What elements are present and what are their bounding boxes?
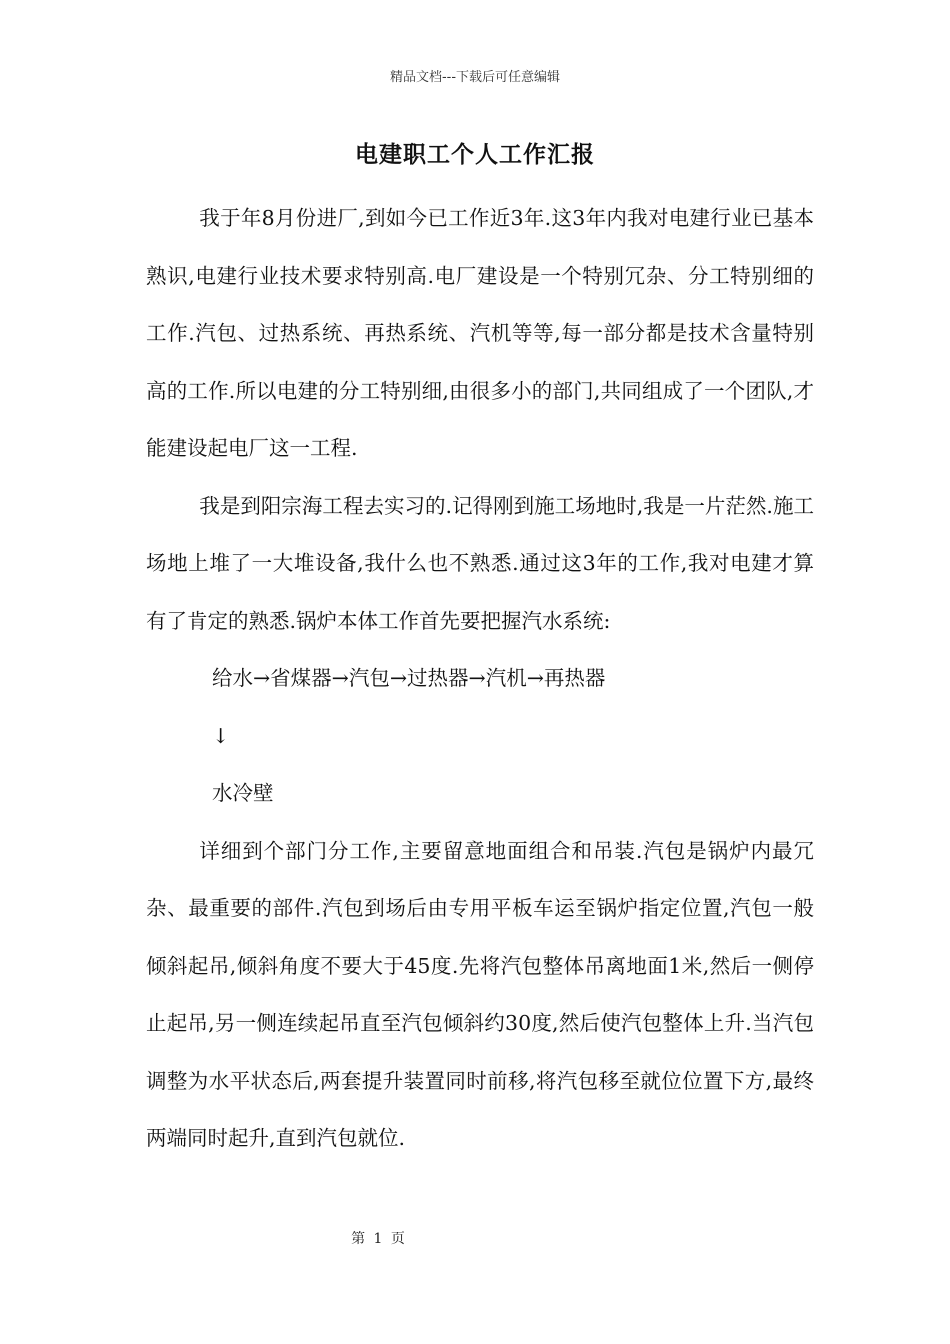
steam-water-flow-line: 给水→省煤器→汽包→过热器→汽机→再热器 (212, 666, 606, 690)
flow-water-wall: 水冷壁 (212, 781, 274, 805)
document-body (146, 190, 814, 1168)
paragraph-drum-lifting: 详细到个部门分工作,主要留意地面组合和吊装.汽包是锅炉内最冗杂、最重要的部件.汽包到场后由专用平板车运至锅炉指定位置,汽包一般倾斜起吊,倾斜角度不要大于45度.先将汽包整体吊离地面1米,然后一侧停止起吊,另一侧连续起吊直至汽包倾斜约30度,然后使汽包整体上升.当汽包调整为水平状态后,两套提升装置同时前移,将汽包移至就位位置下方,最终两端同时起升,直到汽包就位. (146, 838, 814, 1150)
page-number: 第 1 页 (351, 1231, 405, 1247)
flow-down-arrow: ↓ (212, 723, 230, 748)
document-title: 电建职工个人工作汇报 (355, 142, 595, 168)
paragraph-intro: 我于年8月份进厂,到如今已工作近3年.这3年内我对电建行业已基本熟识,电建行业技术要求特别高.电厂建设是一个特别冗杂、分工特别细的工作.汽包、过热系统、再热系统、汽机等等,每一部分都是技术含量特别高的工作.所以电建的分工特别细,由很多小的部门,共同组成了一个团队,才能建设起电厂这一工程. (146, 206, 814, 460)
paragraph-internship: 我是到阳宗海工程去实习的.记得刚到施工场地时,我是一片茫然.施工场地上堆了一大堆设备,我什么也不熟悉.通过这3年的工作,我对电建才算有了肯定的熟悉.锅炉本体工作首先要把握汽水系统: (146, 493, 814, 633)
page-header-watermark: 精品文档---下载后可任意编辑 (389, 70, 561, 85)
